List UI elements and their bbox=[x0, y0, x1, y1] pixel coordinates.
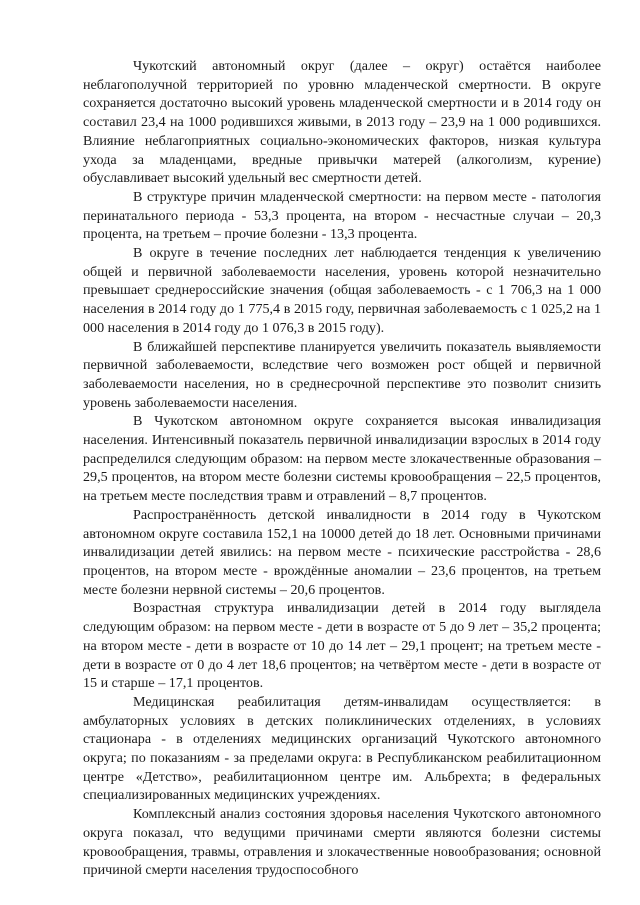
paragraph-morbidity-trend: В округе в течение последних лет наблюдается тенденция к увеличению общей и первичной заболеваемости населения, уровень которой незначительно превышает среднероссийские значения (общая заболеваемость - с 1 706,3 на 1 000 населения в 2014 году до 1 775,4 в 2015 году, первичная заболеваемость с 1 025,2 на 1 000 населения в 2014 году до 1 076,3 в 2015 году). bbox=[83, 245, 601, 336]
paragraph-adult-disability: В Чукотском автономном округе сохраняется высокая инвалидизация населения. Интенсивный показатель первичной инвалидизации взрослых в 2014 году распределился следующим образом: на первом месте злокачественные образования – 29,5 процентов, на втором месте болезни системы кровообращения – 22,5 процентов, на третьем месте последствия травм и отравлений – 8,7 процентов. bbox=[83, 413, 601, 505]
paragraph-child-disability-age: Возрастная структура инвалидизации детей в 2014 году выглядела следующим образом: на первом месте - дети в возрасте от 5 до 9 лет – 35,2 процента; на втором месте - дети в возрасте от 10 до 14 лет – 29,1 процент; на третьем месте - дети в возрасте от 0 до 4 лет 18,6 процентов; на четвёртом месте - дети в возрасте от 15 и старше – 17,1 процентов. bbox=[83, 600, 601, 692]
paragraph-child-disability: Распространённость детской инвалидности в 2014 году в Чукотском автономном округе составила 152,1 на 10000 детей до 18 лет. Основными причинами инвалидизации детей явились: на первом месте - психические расстройства - 28,6 процентов, на втором месте - врождённые аномалии – 23,6 процентов, на третьем месте болезни нервной системы – 20,6 процентов. bbox=[83, 506, 601, 598]
paragraph-morbidity-outlook: В ближайшей перспективе планируется увеличить показатель выявляемости первичной заболеваемости, вследствие чего возможен рост общей и первичной заболеваемости населения, но в среднесрочной перспективе это позволит снизить уровень заболеваемости населения. bbox=[83, 338, 601, 411]
document-page bbox=[83, 57, 601, 880]
paragraph-rehabilitation: Медицинская реабилитация детям-инвалидам осуществляется: в амбулаторных условиях в детских поликлинических отделениях, в условиях стационара - в отделениях медицинских организаций Чукотского автономного округа; по показаниям - за пределами округа: в Республиканском реабилитационном центре «Детство», реабилитационном центре им. Альбрехта; в федеральных специализированных медицинских учреждениях. bbox=[83, 693, 601, 804]
paragraph-mortality-causes: В структуре причин младенческой смертности: на первом месте - патология перинатального периода - 53,3 процента, на втором - несчастные случаи – 20,3 процента, на третьем – прочие болезни - 13,3 процента. bbox=[83, 188, 601, 243]
paragraph-health-analysis: Комплексный анализ состояния здоровья населения Чукотского автономного округа показал, что ведущими причинами смерти являются болезни системы кровообращения, травмы, отравления и злокачественные новообразования; основной причиной смерти населения трудоспособного bbox=[83, 806, 601, 879]
paragraph-infant-mortality: Чукотский автономный округ (далее – округ) остаётся наиболее неблагополучной территорией по уровню младенческой смертности. В округе сохраняется достаточно высокий уровень младенческой смертности и в 2014 году он составил 23,4 на 1000 родившихся живыми, в 2013 году – 23,9 на 1 000 родившихся. Влияние неблагоприятных социально-экономических факторов, низкая культура ухода за младенцами, вредные привычки матерей (алкоголизм, курение) обуславливает высокий удельный вес смертности детей. bbox=[83, 58, 601, 187]
